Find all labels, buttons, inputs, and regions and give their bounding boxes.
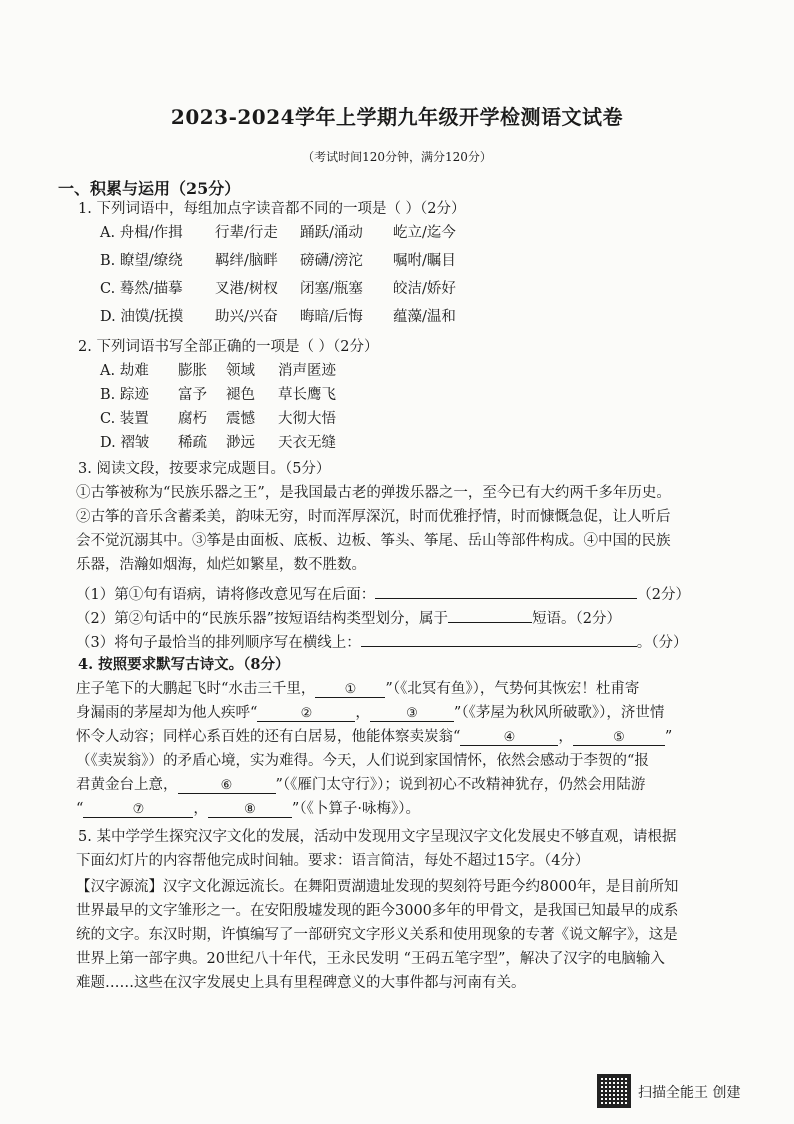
blank-5[interactable]: ⑤	[573, 729, 665, 746]
q5-line: 【汉字源流】汉字文化源远流长。在舞阳贾湖遗址发现的契刻符号距今约8000年，是目前所知	[76, 879, 679, 895]
question-1-stem: 1. 下列词语中，每组加点字读音都不同的一项是（ ）（2分）	[78, 201, 466, 217]
q2-option-c: C. 装置 腐朽 震憾 大彻大悟	[100, 411, 336, 427]
passage-line: ②古筝的音乐含蓄柔美，韵味无穷，时而浑厚深沉，时而优雅抒情，时而慷慨急促，让人听后	[76, 509, 671, 525]
q3-sub-3: （3）将句子最恰当的排列顺序写在横线上： 。（分）	[76, 630, 687, 652]
passage-line: 会不觉沉溺其中。③筝是由面板、底板、边板、筝头、筝尾、岳山等部件构成。④中国的民族	[76, 533, 671, 549]
question-3-stem: 3. 阅读文段，按要求完成题目。（5分）	[78, 461, 331, 477]
blank-3[interactable]: ③	[370, 705, 454, 722]
q4-line: 君黄金台上意， ⑥ ”（《雁门太守行》）；说到初心不改精神犹存，仍然会用陆游	[76, 777, 646, 793]
q4-line: 身漏雨的茅屋却为他人疾呼“ ② ， ③ ”（《茅屋为秋风所破歌》），济世情	[76, 705, 665, 721]
question-4-stem: 4. 按照要求默写古诗文。（8分）	[78, 656, 290, 673]
q3-sub-2: （2）第②句话中的“民族乐器”按短语结构类型划分，属于 短语。（2分）	[76, 606, 621, 628]
q2-option-b: B. 踪迹 富予 褪色 草长鹰飞	[100, 387, 336, 403]
blank-7[interactable]: ⑦	[83, 801, 193, 818]
question-5-stem: 5. 某中学学生探究汉字文化的发展，活动中发现用文字呈现汉字文化发展史不够直观，请根据	[78, 829, 677, 845]
q2-option-d: D. 褶皱 稀疏 渺远 天衣无缝	[100, 435, 336, 451]
section-heading: 一、积累与运用（25分）	[58, 179, 241, 198]
q4-line: 庄子笔下的大鹏起飞时“水击三千里， ① ”（《北冥有鱼》），气势何其恢宏！杜甫寄	[76, 681, 640, 697]
page-title: 2023-2024学年上学期九年级开学检测语文试卷	[170, 105, 624, 129]
q5-line: 世界上第一部字典。20世纪八十年代，王永民发明 “王码五笔字型”，解决了汉字的电脑输入	[76, 951, 665, 967]
blank-4[interactable]: ④	[460, 729, 558, 746]
exam-info: （考试时间120分钟，满分120分）	[302, 150, 492, 164]
q5-line: 统的文字。东汉时期，许慎编写了一部研究文字形义关系和使用现象的专著《说文解字》，这是	[76, 927, 678, 943]
q1-option-d: D. 油馍/抚摸 助兴/兴奋 晦暗/后悔 蕴藻/温和	[100, 309, 456, 325]
q5-line: 下面幻灯片的内容帮他完成时间轴。要求：语言简洁，每处不超过15字。（4分）	[76, 853, 590, 869]
q1-option-c: C. 蓦然/描摹 叉港/树杈 闭塞/瓶塞 皎洁/娇好	[100, 281, 456, 297]
q4-line: 怀令人动容；同样心系百姓的还有白居易，他能体察卖炭翁“ ④ ， ⑤ ”	[76, 729, 673, 745]
passage-line: 乐器，浩瀚如烟海，灿烂如繁星，数不胜数。	[76, 557, 366, 573]
answer-blank[interactable]	[375, 582, 637, 599]
q2-option-a: A. 劫难 膨胀 领域 消声匿迹	[100, 363, 336, 379]
qr-code-icon	[597, 1074, 631, 1108]
blank-6[interactable]: ⑥	[178, 777, 276, 794]
answer-blank[interactable]	[361, 630, 637, 647]
q3-sub-1: （1）第①句有语病，请将修改意见写在后面： （2分）	[76, 582, 690, 604]
q4-line: “ ⑦ ， ⑧ ”（《卜算子·咏梅》）。	[76, 801, 420, 817]
q1-option-a: A. 舟楫/作揖 行辈/行走 踊跃/涌动 屹立/迄今	[100, 225, 456, 241]
passage-line: ①古筝被称为“民族乐器之王”，是我国最古老的弹拨乐器之一，至今已有大约两千多年历史。	[76, 485, 671, 501]
blank-1[interactable]: ①	[315, 681, 385, 698]
blank-8[interactable]: ⑧	[208, 801, 292, 818]
q5-line: 世界最早的文字雏形之一。在安阳殷墟发现的距今3000多年的甲骨文，是我国已知最早的成系	[76, 903, 679, 919]
q5-line: 难题……这些在汉字发展史上具有里程碑意义的大事件都与河南有关。	[76, 975, 526, 991]
blank-2[interactable]: ②	[257, 705, 355, 722]
scanner-watermark: 扫描全能王 创建	[638, 1085, 741, 1101]
question-2-stem: 2. 下列词语书写全部正确的一项是（ ）（2分）	[78, 339, 379, 355]
q4-line: （《卖炭翁》）的矛盾心境，实为难得。今天，人们说到家国情怀，依然会感动于李贺的“报	[76, 753, 649, 769]
q1-option-b: B. 瞭望/缭绕 羁绊/脑畔 磅礴/滂沱 嘱咐/瞩目	[100, 253, 456, 269]
answer-blank[interactable]	[448, 606, 532, 623]
